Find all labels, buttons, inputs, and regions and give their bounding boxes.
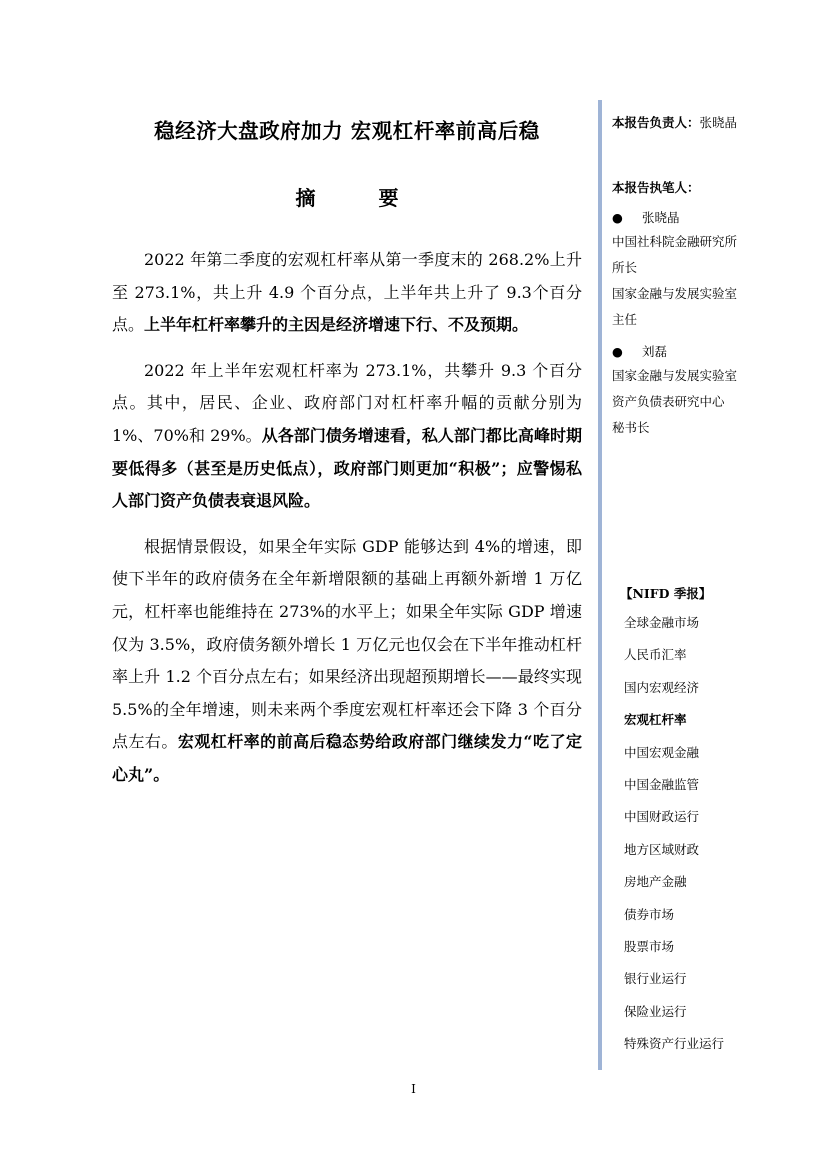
series-item: 中国金融监管: [624, 777, 700, 793]
paragraph-text: 2022 年上半年宏观杠杆率为 273.1%，共攀升 9.3 个百分点。其中，居民、企业、政府部门对杠杆率升幅的贡献分别为 1%、70%和 29%。: [112, 360, 582, 445]
series-items: [612, 607, 792, 1061]
series-item: 中国宏观金融: [624, 744, 700, 760]
series-item: 中国财政运行: [624, 809, 700, 825]
author-name: 张晓晶: [642, 210, 680, 225]
affiliation-line: 秘书长: [612, 420, 650, 435]
series-item: 人民币汇率: [624, 647, 687, 663]
series-item: 房地产金融: [624, 874, 687, 890]
author-name: 刘磊: [642, 344, 668, 359]
sidebar-authors: [612, 112, 812, 441]
sidebar-divider: [598, 100, 602, 1070]
responsible-name: 张晓晶: [699, 115, 738, 130]
report-title: 稳经济大盘政府加力 宏观杠杆率前高后稳: [154, 119, 540, 143]
author-affiliations: [612, 229, 812, 333]
paragraph-emphasis: 宏观杠杆率的前高后稳态势给政府部门继续发力“吃了定心丸”。: [112, 732, 582, 784]
responsible-line: [612, 112, 812, 134]
abstract-heading: 摘 要: [295, 186, 427, 210]
paragraph-emphasis: 从各部门债务增速看，私人部门都比高峰时期要低得多（甚至是历史低点），政府部门则更加“积极”；应警惕私人部门资产负债表衰退风险。: [112, 425, 582, 511]
paragraph-text: 2022 年第二季度的宏观杠杆率从第一季度末的 268.2%上升至 273.1%，共上升 4.9 个百分点，上半年共上升了 9.3个百分点。: [112, 250, 582, 335]
author-entry: [612, 207, 812, 333]
affiliation-line: 国家金融与发展实验室: [612, 368, 738, 383]
series-item: 宏观杠杆率: [624, 712, 687, 728]
series-item: 国内宏观经济: [624, 679, 700, 695]
affiliation-line: 所长: [612, 260, 638, 275]
series-item: 债券市场: [624, 906, 675, 922]
abstract-paragraph-1: [112, 244, 582, 342]
bullet-icon: ●: [612, 344, 623, 359]
abstract-paragraph-2: [112, 355, 582, 518]
paragraph-text: 根据情景假设，如果全年实际 GDP 能够达到 4%的增速，即使下半年的政府债务在全年新增限额的基础上再额外新增 1 万亿元，杠杆率也能维持在 273%的水平上；如果全年实际 GDP 增速仅为 3.5%，政府债务额外增长 1 万亿元也仅会在下半年推动杠杆率上升 1.2 个百分点左右；如果经济出现超预期增长——最终实现 5.5%的全年增速，则未来两个季度宏观杠杆率还会下降 3 个百分点左右。: [112, 536, 582, 752]
abstract-paragraph-3: [112, 531, 582, 792]
series-item: 全球金融市场: [624, 615, 700, 630]
page-number: I: [411, 1082, 416, 1096]
series-item: 保险业运行: [624, 1003, 687, 1019]
paragraph-emphasis: 上半年杠杆率攀升的主因是经济增速下行、不及预期。: [144, 315, 529, 335]
author-name-line: [612, 207, 812, 229]
writers-label: 本报告执笔人：: [612, 180, 700, 195]
main-content: [112, 108, 582, 792]
author-entry: [612, 341, 812, 441]
author-affiliations: [612, 363, 812, 441]
affiliation-line: 中国社科院金融研究所: [612, 234, 738, 249]
series-item: 特殊资产行业运行: [624, 1036, 725, 1052]
series-list: [612, 581, 792, 1061]
series-item: 股票市场: [624, 939, 675, 955]
series-item: 地方区域财政: [624, 841, 700, 857]
responsible-label: 本报告负责人：: [612, 115, 700, 130]
bullet-icon: ●: [612, 210, 623, 225]
series-item: 银行业运行: [624, 971, 687, 987]
author-name-line: [612, 341, 812, 363]
series-title: 【NIFD 季报】: [620, 586, 712, 601]
affiliation-line: 主任: [612, 312, 638, 327]
affiliation-line: 资产负债表研究中心: [612, 394, 725, 409]
affiliation-line: 国家金融与发展实验室: [612, 286, 738, 301]
